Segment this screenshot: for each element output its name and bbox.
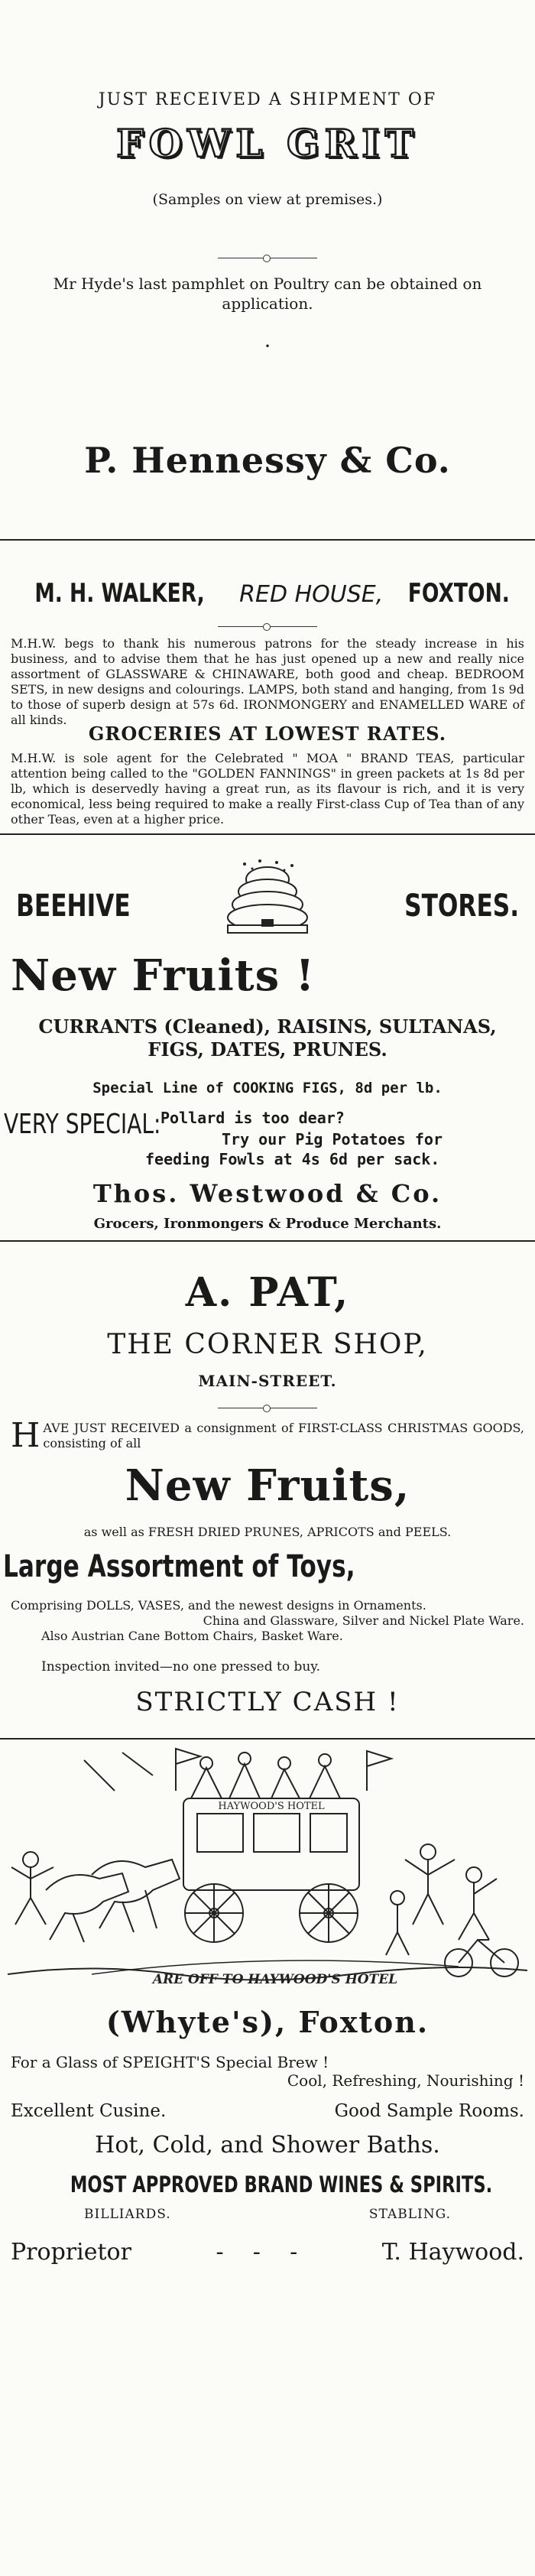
- apat-new-fruits: New Fruits,: [125, 1460, 410, 1511]
- ornament-mark: •: [264, 341, 271, 352]
- walker-heading: [0, 578, 535, 609]
- section-rule: [0, 833, 535, 835]
- inspection-note: Inspection invited—no one pressed to buy.: [41, 1659, 321, 1675]
- pamphlet-note: Mr Hyde's last pamphlet on Poultry can be obtained on application.: [53, 274, 482, 313]
- very-special-line-3: feeding Fowls at 4s 6d per sack.: [145, 1150, 440, 1168]
- fruit-list: CURRANTS (Cleaned), RAISINS, SULTANAS, FIGS, DATES, PRUNES.: [38, 1015, 497, 1061]
- billiards-stabling: [0, 2207, 535, 2222]
- proprietor-name: T. Haywood.: [381, 2239, 524, 2266]
- hennessy-name: P. Hennessy & Co.: [84, 440, 451, 481]
- proprietor-line: [0, 2239, 535, 2266]
- baths-line: Hot, Cold, and Shower Baths.: [95, 2132, 440, 2159]
- corner-shop: THE CORNER SHOP,: [107, 1329, 428, 1360]
- coach-illustration: [0, 1745, 535, 1997]
- proprietor-dashes: - - -: [216, 2239, 298, 2266]
- divider-ornament: [0, 1402, 535, 1413]
- coach-sign: HAYWOOD'S HOTEL: [218, 1801, 325, 1812]
- beehive-new-fruits: New Fruits !: [11, 950, 316, 1001]
- cuisine-rooms: [0, 2101, 535, 2121]
- divider-ornament: [0, 621, 535, 632]
- walker-body-1: M.H.W. begs to thank his numerous patrons for the steady increase in his business, and to advise them that he has just opened up a new and really nice assortment of GLASSWARE & CHINAWARE, both good and cheap. BEDROOM SETS, in new designs and colourings. LAMPS, both stand and hanging, from 1s 9d to those of superb design at 57s 6d. IRONMONGERY and ENAMELLED WARE of all kinds.: [11, 636, 524, 727]
- shipment-line: JUST RECEIVED A SHIPMENT OF: [98, 90, 437, 109]
- stabling: STABLING.: [368, 2207, 451, 2222]
- section-rule: [0, 539, 535, 541]
- walker-town: FOXTON.: [408, 578, 511, 609]
- toys-heading: Large Assortment of Toys,: [3, 1549, 355, 1584]
- beehive-right: STORES.: [404, 888, 519, 924]
- section-rule: [0, 1738, 535, 1740]
- beehive-heading: [0, 856, 535, 940]
- main-street: MAIN-STREET.: [198, 1372, 337, 1390]
- drop-cap: H: [11, 1416, 41, 1455]
- very-special-line-2: Try our Pig Potatoes for: [222, 1130, 443, 1148]
- beehive-left: BEEHIVE: [16, 888, 131, 924]
- strictly-cash: STRICTLY CASH !: [135, 1687, 400, 1717]
- speights-line: For a Glass of SPEIGHT'S Special Brew ! Cool, Refreshing, Nourishing !: [11, 2053, 524, 2090]
- walker-house: RED HOUSE,: [239, 581, 384, 608]
- westwood-firm: Thos. Westwood & Co.: [92, 1179, 443, 1208]
- hotel-name: (Whyte's), Foxton.: [105, 2005, 430, 2039]
- fowl-grit-title: FOWL GRIT: [116, 121, 419, 166]
- cuisine: Excellent Cusine.: [11, 2101, 167, 2121]
- apat-name: A. PAT,: [185, 1269, 350, 1316]
- toys-details: Comprising DOLLS, VASES, and the newest designs in Ornaments. China and Glassware, Silver and Nickel Plate Ware. Also Austrian Cane Bottom Chairs, Basket Ware.: [11, 1598, 524, 1643]
- billiards: BILLIARDS.: [84, 2207, 171, 2222]
- sample-rooms: Good Sample Rooms.: [334, 2101, 524, 2121]
- samples-note: (Samples on view at premises.): [152, 191, 383, 208]
- westwood-trade: Grocers, Ironmongers & Produce Merchants.: [93, 1216, 442, 1232]
- banner-text: ARE OFF TO HAYWOOD'S HOTEL: [152, 1972, 398, 1987]
- section-rule: [0, 1240, 535, 1242]
- apat-also: as well as FRESH DRIED PRUNES, APRICOTS and PEELS.: [83, 1525, 452, 1539]
- wines-line: MOST APPROVED BRAND WINES & SPIRITS.: [70, 2172, 493, 2198]
- very-special-label: VERY SPECIAL:: [3, 1109, 161, 1140]
- divider-ornament: [0, 252, 535, 263]
- groceries-heading: GROCERIES AT LOWEST RATES.: [88, 723, 447, 745]
- walker-body-2: M.H.W. is sole agent for the Celebrated " MOA " BRAND TEAS, particular attention being called to the "GOLDEN FANNINGS" in green packets at 1s 8d per lb, which is deservedly having a great run, as its flavour is rich, and it is very economical, less being required to make a really First-class Cup of Tea than of any other Teas, even at a higher price.: [11, 751, 524, 827]
- beehive-icon: [222, 856, 313, 939]
- proprietor-label: Proprietor: [11, 2239, 131, 2266]
- special-line: Special Line of COOKING FIGS, 8d per lb.: [92, 1080, 443, 1096]
- very-special-line-1: Pollard is too dear?: [160, 1109, 345, 1127]
- apat-intro: H AVE JUST RECEIVED a consignment of FIRST-CLASS CHRISTMAS GOODS, consisting of all: [11, 1416, 524, 1455]
- walker-name: M. H. WALKER,: [34, 578, 205, 609]
- very-special-block: [0, 1107, 535, 1168]
